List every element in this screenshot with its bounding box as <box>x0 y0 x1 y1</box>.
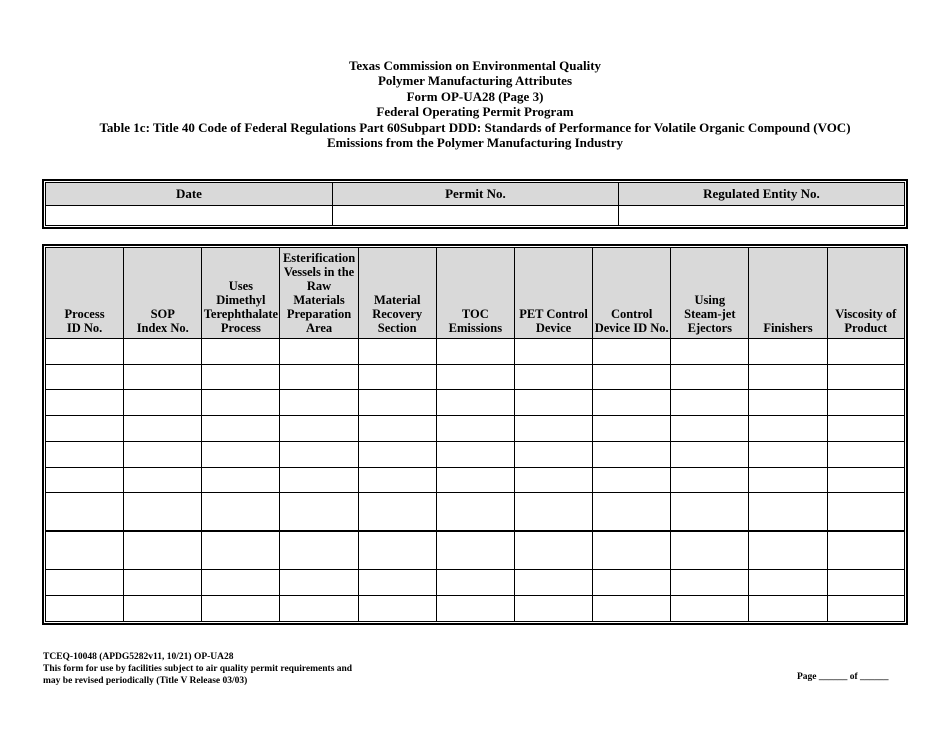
table-cell[interactable] <box>749 390 827 416</box>
table-cell[interactable] <box>514 339 592 365</box>
table-cell[interactable] <box>280 596 358 622</box>
table-cell[interactable] <box>827 531 904 570</box>
table-cell[interactable] <box>358 390 436 416</box>
table-cell[interactable] <box>46 467 124 493</box>
table-cell[interactable] <box>749 441 827 467</box>
table-cell[interactable] <box>671 441 749 467</box>
table-cell[interactable] <box>827 596 904 622</box>
attributes-table-body <box>46 339 905 622</box>
table-row <box>46 570 905 596</box>
permit-no-field[interactable] <box>332 206 618 226</box>
dimethyl-terephthalate-header: Uses Dimethyl Terephthalate Process <box>202 248 280 339</box>
table-cell[interactable] <box>593 467 671 493</box>
finishers-header: Finishers <box>749 248 827 339</box>
table-cell[interactable] <box>280 570 358 596</box>
table-cell[interactable] <box>436 441 514 467</box>
table-cell[interactable] <box>202 416 280 442</box>
table-cell[interactable] <box>436 467 514 493</box>
table-cell[interactable] <box>671 596 749 622</box>
table-cell[interactable] <box>46 339 124 365</box>
table-cell[interactable] <box>749 416 827 442</box>
table-cell[interactable] <box>280 493 358 532</box>
table-cell[interactable] <box>436 364 514 390</box>
table-cell[interactable] <box>514 570 592 596</box>
table-row <box>46 467 905 493</box>
table-cell[interactable] <box>671 531 749 570</box>
table-cell[interactable] <box>436 390 514 416</box>
table-cell[interactable] <box>514 596 592 622</box>
table-cell[interactable] <box>202 390 280 416</box>
table-cell[interactable] <box>202 364 280 390</box>
table-cell[interactable] <box>358 531 436 570</box>
table-cell[interactable] <box>124 531 202 570</box>
table-cell[interactable] <box>358 596 436 622</box>
table-row <box>46 364 905 390</box>
table-cell[interactable] <box>514 493 592 532</box>
table-cell[interactable] <box>749 596 827 622</box>
table-cell[interactable] <box>593 390 671 416</box>
control-device-id-header: Control Device ID No. <box>593 248 671 339</box>
table-cell[interactable] <box>358 416 436 442</box>
table-row <box>46 531 905 570</box>
page-number: Page ______ of ______ <box>797 672 889 682</box>
table-cell[interactable] <box>671 416 749 442</box>
program-name: Federal Operating Permit Program <box>376 104 574 120</box>
attributes-table <box>45 247 905 622</box>
table-cell[interactable] <box>827 339 904 365</box>
table-cell[interactable] <box>46 531 124 570</box>
table-cell[interactable] <box>280 339 358 365</box>
table-cell[interactable] <box>671 339 749 365</box>
table-title: Table 1c: Title 40 Code of Federal Regulations Part 60Subpart DDD: Standards of Performance for Volatile Organic Compound (VOC) <box>99 119 851 135</box>
form-footer <box>43 651 352 687</box>
table-cell[interactable] <box>436 416 514 442</box>
table-cell[interactable] <box>46 416 124 442</box>
table-cell[interactable] <box>749 531 827 570</box>
steam-jet-ejectors-header: Using Steam-jet Ejectors <box>671 248 749 339</box>
table-cell[interactable] <box>124 339 202 365</box>
table-cell[interactable] <box>593 596 671 622</box>
table-cell[interactable] <box>749 570 827 596</box>
table-row <box>46 390 905 416</box>
table-cell[interactable] <box>202 493 280 532</box>
table-cell[interactable] <box>593 441 671 467</box>
table-cell[interactable] <box>593 416 671 442</box>
table-cell[interactable] <box>671 467 749 493</box>
table-cell[interactable] <box>514 467 592 493</box>
table-row <box>46 441 905 467</box>
table-cell[interactable] <box>202 441 280 467</box>
table-cell[interactable] <box>358 570 436 596</box>
form-number: Form OP-UA28 (Page 3) <box>406 88 544 104</box>
table-cell[interactable] <box>514 441 592 467</box>
table-cell[interactable] <box>46 441 124 467</box>
table-cell[interactable] <box>358 339 436 365</box>
table-cell[interactable] <box>124 416 202 442</box>
table-cell[interactable] <box>514 390 592 416</box>
table-cell[interactable] <box>280 467 358 493</box>
table-cell[interactable] <box>827 570 904 596</box>
form-header <box>0 58 950 150</box>
table-cell[interactable] <box>46 390 124 416</box>
table-title-continued: Emissions from the Polymer Manufacturing Industry <box>327 135 623 151</box>
table-cell[interactable] <box>124 441 202 467</box>
table-row <box>46 493 905 532</box>
table-cell[interactable] <box>436 596 514 622</box>
attributes-table-box <box>42 244 908 625</box>
table-cell[interactable] <box>202 467 280 493</box>
agency-title: Texas Commission on Environmental Quality <box>348 58 602 73</box>
table-cell[interactable] <box>827 416 904 442</box>
table-cell[interactable] <box>749 364 827 390</box>
table-row <box>46 339 905 365</box>
permit-no-header: Permit No. <box>332 183 618 206</box>
table-cell[interactable] <box>358 493 436 532</box>
table-cell[interactable] <box>124 493 202 532</box>
table-cell[interactable] <box>202 570 280 596</box>
table-cell[interactable] <box>514 364 592 390</box>
esterification-vessels-header: Esterification Vessels in the Raw Materials Preparation Area <box>280 248 358 339</box>
table-cell[interactable] <box>593 493 671 532</box>
table-cell[interactable] <box>593 364 671 390</box>
table-cell[interactable] <box>358 467 436 493</box>
table-cell[interactable] <box>280 441 358 467</box>
table-cell[interactable] <box>46 596 124 622</box>
table-cell[interactable] <box>46 570 124 596</box>
table-cell[interactable] <box>593 339 671 365</box>
table-cell[interactable] <box>671 570 749 596</box>
pet-control-device-header: PET Control Device <box>514 248 592 339</box>
viscosity-header: Viscosity of Product <box>827 248 904 339</box>
table-cell[interactable] <box>280 416 358 442</box>
table-cell[interactable] <box>593 531 671 570</box>
toc-emissions-header: TOC Emissions <box>436 248 514 339</box>
table-cell[interactable] <box>124 390 202 416</box>
table-cell[interactable] <box>749 467 827 493</box>
table-cell[interactable] <box>514 416 592 442</box>
table-cell[interactable] <box>202 596 280 622</box>
table-cell[interactable] <box>280 531 358 570</box>
table-cell[interactable] <box>514 531 592 570</box>
permit-info-box <box>42 179 908 229</box>
table-cell[interactable] <box>827 493 904 532</box>
table-cell[interactable] <box>124 364 202 390</box>
table-cell[interactable] <box>124 467 202 493</box>
regulated-entity-field[interactable] <box>618 206 904 226</box>
permit-info-table <box>45 182 905 226</box>
sop-index-header: SOP Index No. <box>124 248 202 339</box>
table-cell[interactable] <box>671 364 749 390</box>
material-recovery-header: Material Recovery Section <box>358 248 436 339</box>
table-cell[interactable] <box>358 441 436 467</box>
table-cell[interactable] <box>827 390 904 416</box>
regulated-entity-header: Regulated Entity No. <box>618 183 904 206</box>
table-cell[interactable] <box>827 467 904 493</box>
table-cell[interactable] <box>671 390 749 416</box>
revision-note: may be revised periodically (Title V Release 03/03) <box>43 676 248 686</box>
table-cell[interactable] <box>436 570 514 596</box>
table-cell[interactable] <box>280 364 358 390</box>
table-cell[interactable] <box>202 531 280 570</box>
table-cell[interactable] <box>124 596 202 622</box>
process-id-header: Process ID No. <box>46 248 124 339</box>
table-cell[interactable] <box>46 493 124 532</box>
usage-note: This form for use by facilities subject to air quality permit requirements and <box>43 664 353 674</box>
date-field[interactable] <box>46 206 333 226</box>
table-row <box>46 416 905 442</box>
table-cell[interactable] <box>593 570 671 596</box>
form-subject: Polymer Manufacturing Attributes <box>377 73 573 89</box>
table-cell[interactable] <box>436 493 514 532</box>
form-revision: TCEQ-10048 (APDG5282v11, 10/21) OP-UA28 <box>43 652 234 662</box>
table-cell[interactable] <box>671 493 749 532</box>
table-row <box>46 596 905 622</box>
date-header: Date <box>46 183 333 206</box>
table-cell[interactable] <box>280 390 358 416</box>
table-cell[interactable] <box>749 493 827 532</box>
table-cell[interactable] <box>358 364 436 390</box>
table-cell[interactable] <box>436 339 514 365</box>
table-cell[interactable] <box>827 364 904 390</box>
table-cell[interactable] <box>749 339 827 365</box>
table-cell[interactable] <box>202 339 280 365</box>
table-cell[interactable] <box>827 441 904 467</box>
table-cell[interactable] <box>46 364 124 390</box>
table-cell[interactable] <box>124 570 202 596</box>
table-cell[interactable] <box>436 531 514 570</box>
